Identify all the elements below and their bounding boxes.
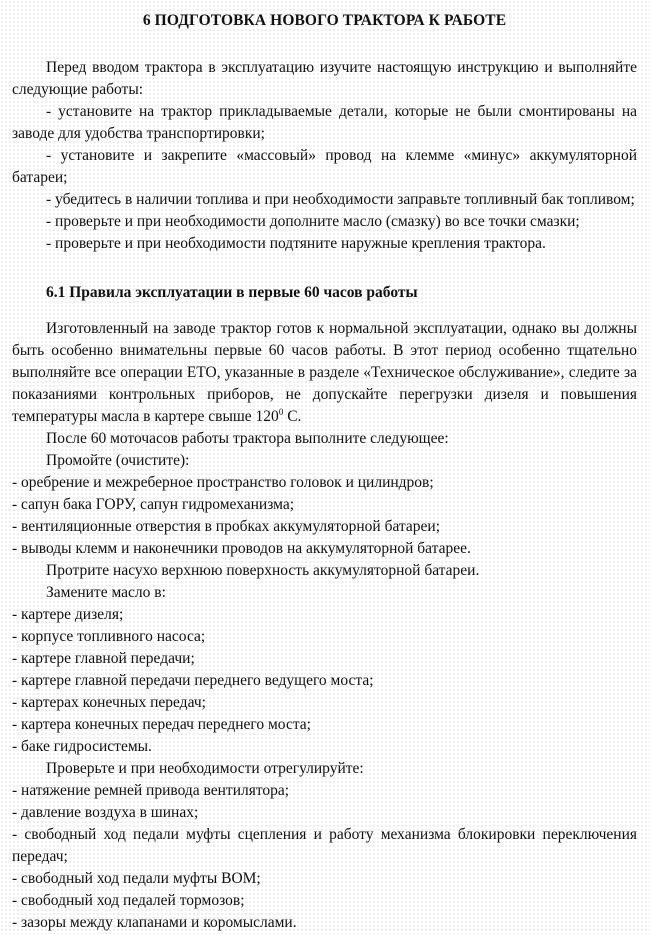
section-heading: 6.1 Правила эксплуатации в первые 60 часов работы [46,284,418,301]
list-item: - картере главной передачи; [12,650,195,667]
list-item: - установите на трактор прикладываемые детали, которые не были смонтированы на заводе для удобства транспортировки; [12,103,637,142]
list-item: - свободный ход педали муфты сцепления и работу механизма блокировки переключения передач; [12,826,637,865]
wipe-line: Протрите насухо верхнюю поверхность аккумуляторной батареи. [46,562,480,579]
list-item: - сапун бака ГОРУ, сапун гидромеханизма; [12,496,295,513]
section-paragraph [12,318,637,428]
list-item: - картере главной передачи переднего ведущего моста; [12,672,374,689]
oil-heading: Замените масло в: [46,584,166,601]
list-item: - установите и закрепите «массовый» провод на клемме «минус» аккумуляторной батареи; [12,147,637,186]
list-item: - выводы клемм и наконечники проводов на аккумуляторной батарее. [12,540,471,557]
list-item: - свободный ход педалей тормозов; [12,892,245,909]
adjust-heading: Проверьте и при необходимости отрегулируйте: [46,760,364,777]
list-item: - баке гидросистемы. [12,738,152,755]
list-item: - картера конечных передач переднего моста; [12,716,311,733]
list-item: - корпусе топливного насоса; [12,628,206,645]
list-item: - давление воздуха в шинах; [12,804,199,821]
paragraph-text: Изготовленный на заводе трактор готов к нормальной эксплуатации, однако вы должны быть особенно внимательны первые 60 часов работы. В этот период особенно тщательно выполняйте все операции ЕТО, указанные в разделе «Техническое обслуживание», следите за показаниями контрольных приборов, не допускайте перегрузки дизеля и повышения температуры масла в картере свыше 120 [12,320,637,425]
chapter-title: 6 ПОДГОТОВКА НОВОГО ТРАКТОРА К РАБОТЕ [142,12,507,29]
list-item: - убедитесь в наличии топлива и при необходимости заправьте топливный бак топливом; [46,191,635,208]
list-item: - зазоры между клапанами и коромыслами. [12,914,297,931]
list-item: - вентиляционные отверстия в пробках аккумуляторной батареи; [12,518,441,535]
list-item: - свободный ход педали муфты ВОМ; [12,870,261,887]
list-item: - картерах конечных передач; [12,694,206,711]
degree-superscript: 0 [278,407,284,417]
document-page [12,9,637,934]
after-60-line: После 60 моточасов работы трактора выполните следующее: [46,430,449,447]
list-item: - проверьте и при необходимости подтяните наружные крепления трактора. [46,235,546,252]
paragraph-tail: С. [283,408,302,425]
list-item: - картере дизеля; [12,606,124,623]
list-item: - натяжение ремней привода вентилятора; [12,782,290,799]
list-item: - оребрение и межреберное пространство головок и цилиндров; [12,474,434,491]
clean-heading: Промойте (очистите): [46,452,190,469]
list-item: - проверьте и при необходимости дополните масло (смазку) во все точки смазки; [46,213,580,230]
intro-paragraph: Перед вводом трактора в эксплуатацию изучите настоящую инструкцию и выполняйте следующие работы: [12,59,637,98]
